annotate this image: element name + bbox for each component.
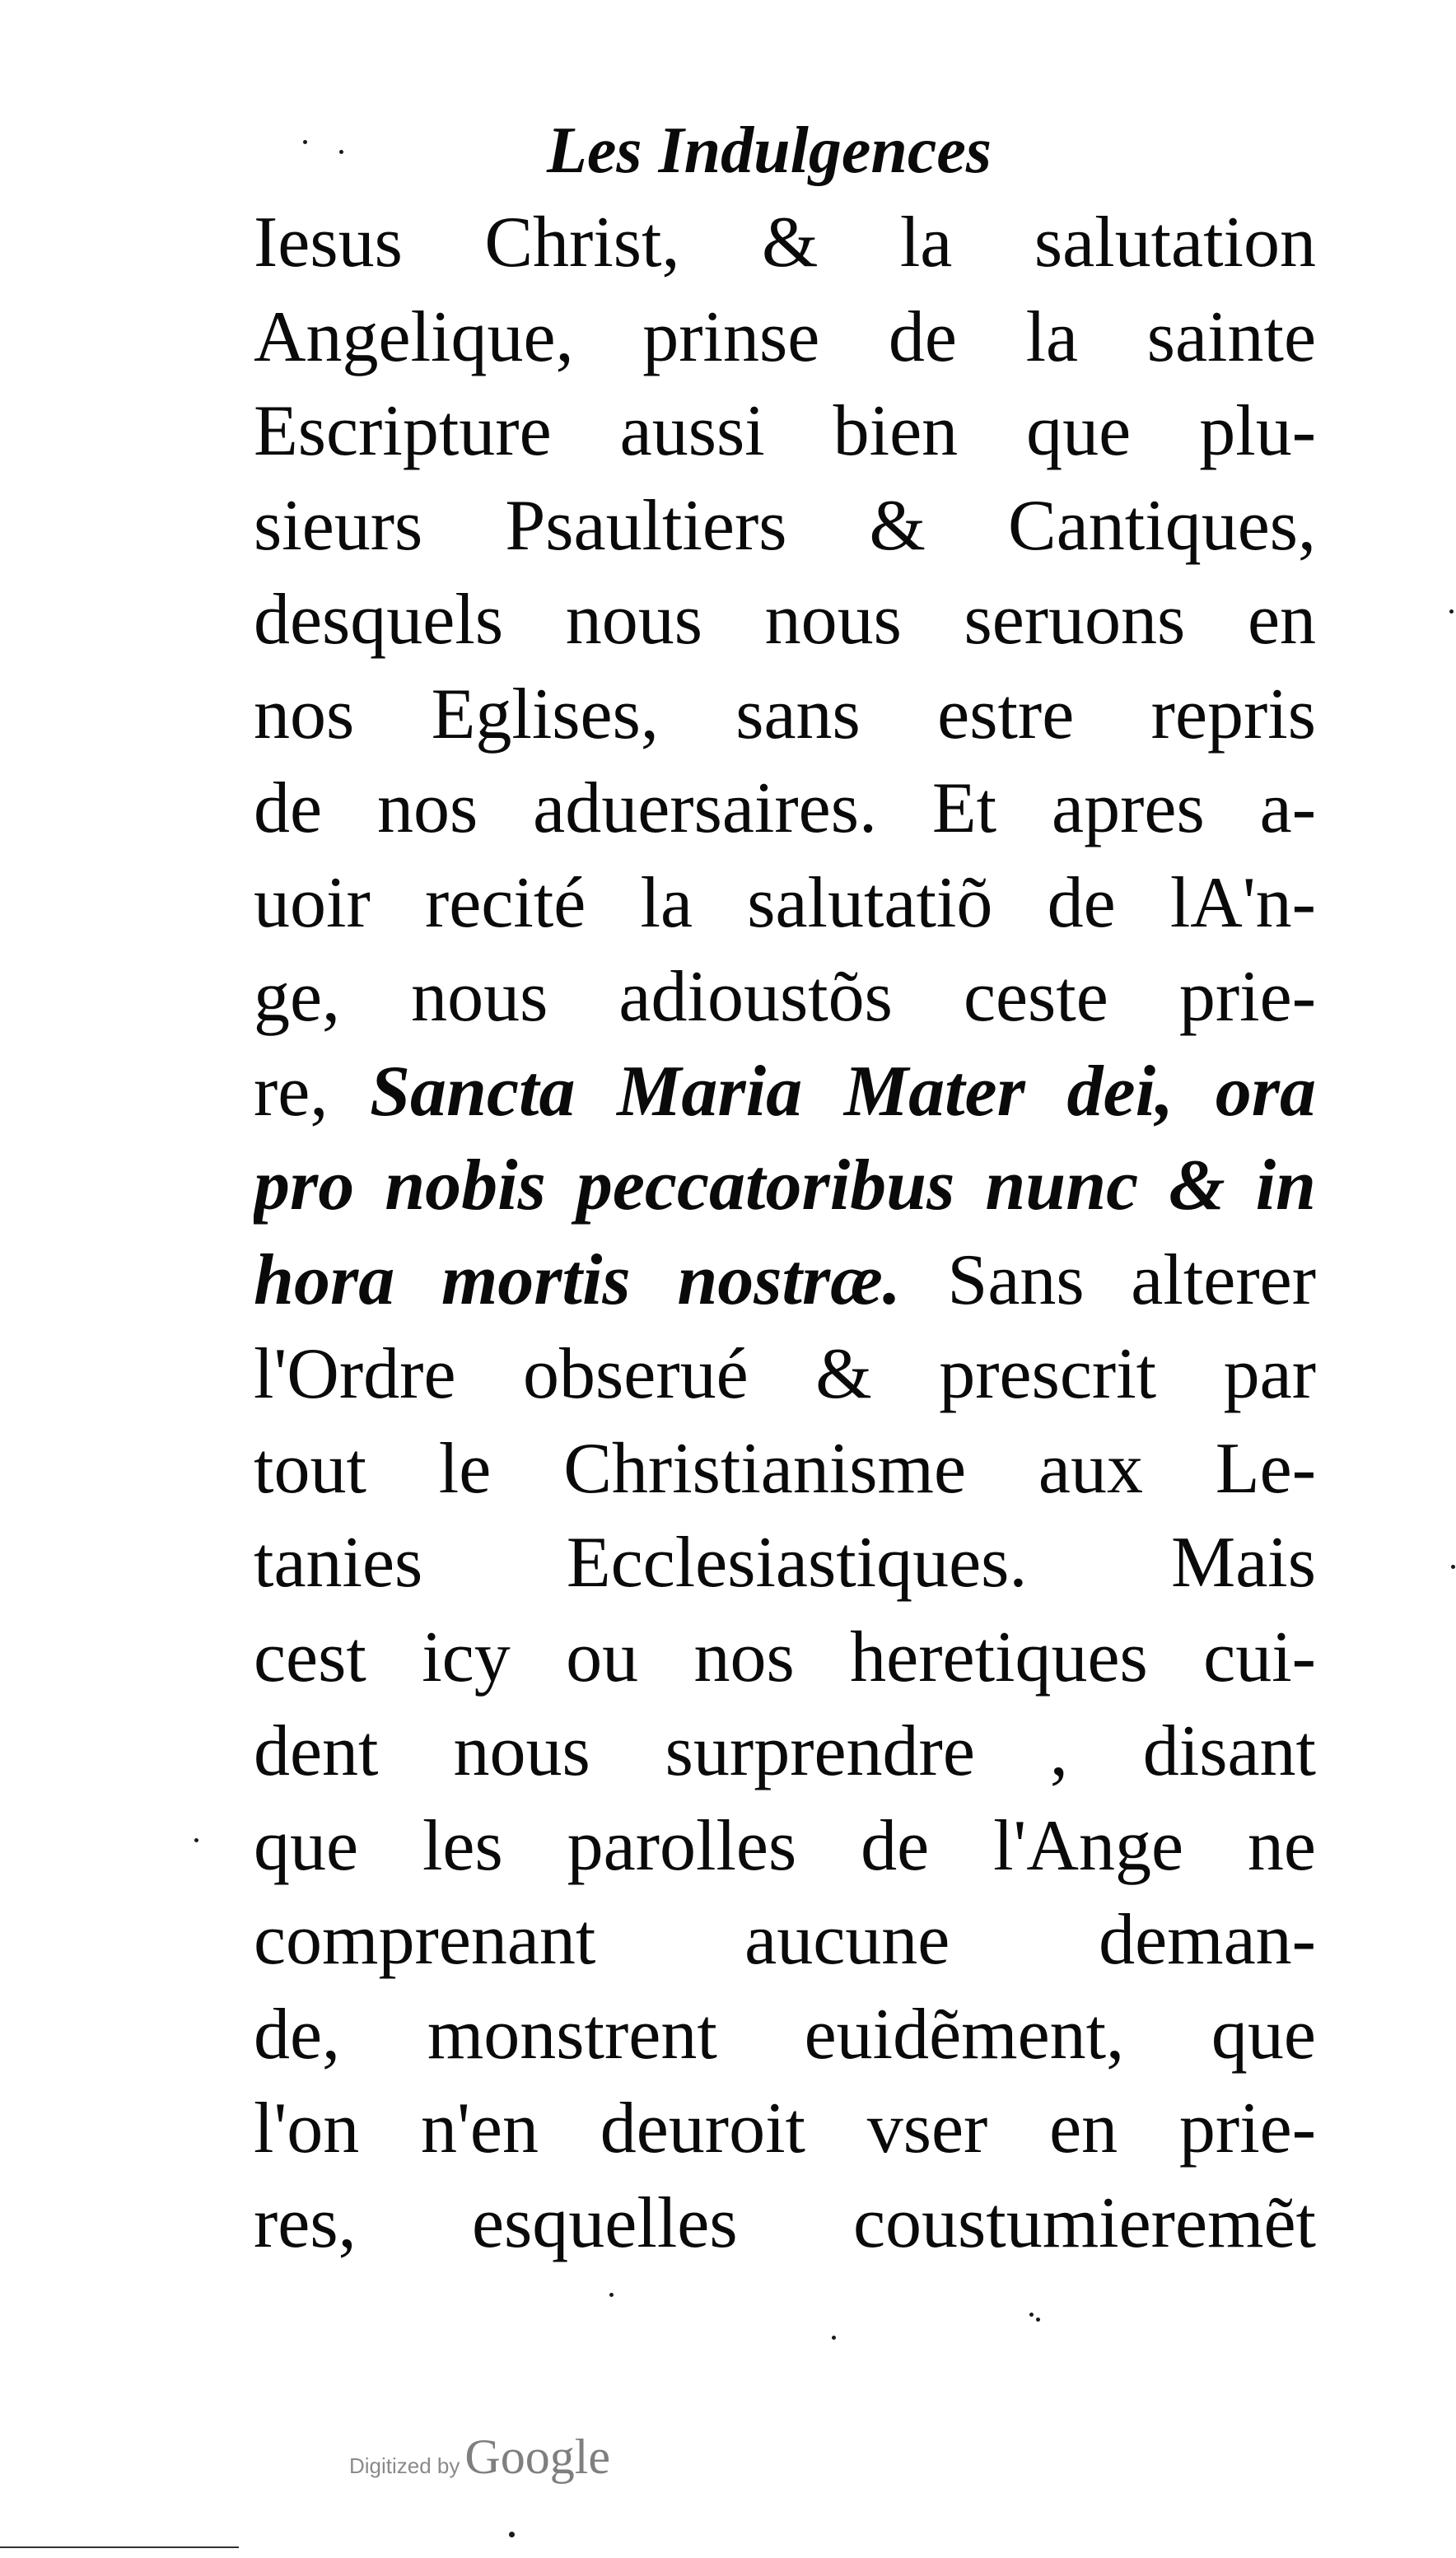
scan-speck bbox=[339, 150, 343, 154]
text-line: de nos aduersaires. Et apres a- bbox=[254, 768, 1316, 848]
text-line: l'on n'en deuroit vser en prie- bbox=[254, 2089, 1316, 2168]
text-line: Angelique, prinse de la sainte bbox=[254, 296, 1316, 377]
text-line: tanies Ecclesiastiques. Mais bbox=[254, 1523, 1316, 1603]
roman-run: Sans alterer bbox=[900, 1239, 1316, 1320]
text-line: uoir recité la salutatiõ de lA'n- bbox=[254, 862, 1316, 943]
scan-speck bbox=[194, 1838, 198, 1842]
digitization-watermark bbox=[349, 2428, 610, 2486]
text-line: comprenant aucune deman- bbox=[254, 1900, 1316, 1980]
text-line: dent nous surprendre , disant bbox=[254, 1711, 1316, 1791]
running-head: Les Indulgences bbox=[547, 114, 992, 187]
scan-speck bbox=[303, 140, 307, 144]
text-line: tout le Christianisme aux Le- bbox=[254, 1428, 1316, 1509]
text-line bbox=[254, 1139, 1316, 1234]
watermark-prefix: Digitized by bbox=[349, 2453, 460, 2478]
text-line bbox=[254, 1234, 1316, 1328]
scan-edge-rule bbox=[0, 2546, 239, 2548]
roman-run: re, bbox=[254, 1051, 371, 1132]
scan-speck bbox=[609, 2293, 614, 2297]
latin-italic-run: pro nobis peccatoribus nunc & in bbox=[254, 1146, 1316, 1225]
text-line: Escripture aussi bien que plu- bbox=[254, 391, 1316, 471]
text-line: nos Eglises, sans estre repris bbox=[254, 674, 1316, 754]
text-line: ge, nous adioustõs ceste prie- bbox=[254, 957, 1316, 1037]
watermark-brand: Google bbox=[464, 2430, 611, 2484]
text-line: l'Ordre obserué & prescrit par bbox=[254, 1334, 1316, 1414]
text-line: desquels nous nous seruons en bbox=[254, 580, 1316, 660]
latin-italic-run: Sancta Maria Mater dei, ora bbox=[370, 1051, 1316, 1132]
scan-speck bbox=[1036, 2318, 1040, 2322]
body-text bbox=[254, 196, 1316, 2271]
scan-speck bbox=[1451, 1565, 1455, 1569]
text-line: de, monstrent euidẽment, que bbox=[254, 1994, 1316, 2075]
scan-speck bbox=[832, 2336, 836, 2340]
latin-italic-run: hora mortis nostræ. bbox=[254, 1239, 901, 1320]
scan-speck bbox=[1029, 2313, 1034, 2317]
text-line: sieurs Psaultiers & Cantiques, bbox=[254, 485, 1316, 566]
text-line: cest icy ou nos heretiques cui- bbox=[254, 1617, 1316, 1697]
text-line: res, esquelles coustumieremẽt bbox=[254, 2182, 1316, 2263]
scan-speck bbox=[509, 2532, 515, 2537]
scan-speck bbox=[1449, 609, 1454, 614]
text-line: que les parolles de l'Ange ne bbox=[254, 1805, 1316, 1886]
text-line bbox=[254, 1045, 1316, 1140]
text-line: Iesus Christ, & la salutation bbox=[254, 203, 1316, 282]
